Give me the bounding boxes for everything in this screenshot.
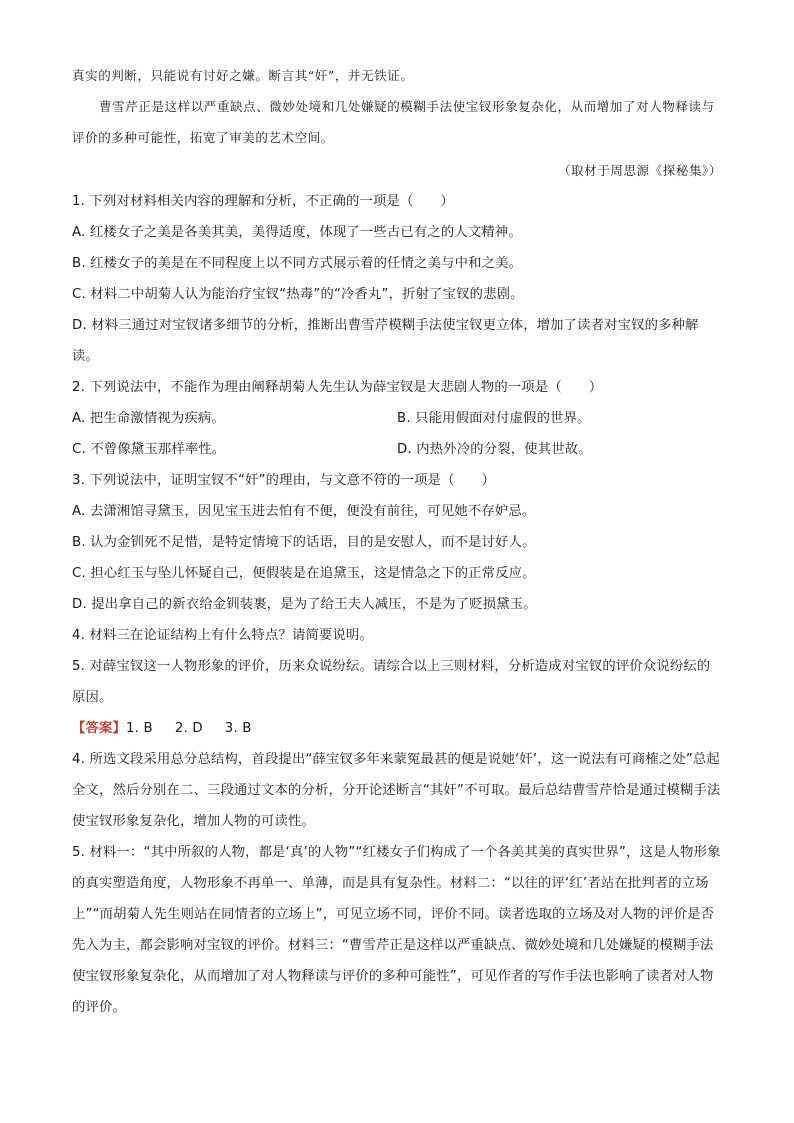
- question-section: [72, 186, 722, 1023]
- document-page: [72, 60, 722, 1023]
- answer-4: 4. 所选文段采用总分总结构，首段提出“薛宝钗多年来蒙冤最甚的便是说她‘奸’，这一说法有可商榷之处”总起全文，然后分别在二、三段通过文本的分析，分开论述断言“其奸”不可取。最后总结曹雪芹恰是通过模糊手法使宝钗形象复杂化，增加人物的可读性。: [72, 752, 721, 829]
- question-1-option-b: B. 红楼女子的美是在不同程度上以不同方式展示着的任情之美与中和之美。: [72, 256, 523, 271]
- passage-paragraph: 曹雪芹正是这样以严重缺点、微妙处境和几处嫌疑的模糊手法使宝钗形象复杂化，从而增加了对人物释读与评价的多种可能性，拓宽了审美的艺术空间。: [72, 99, 715, 145]
- question-3-option-c: C. 担心红玉与坠儿怀疑自己，便假装是在追黛玉，这是情急之下的正常反应。: [72, 566, 536, 581]
- question-2-option-c: C. 不曾像黛玉那样率性。: [72, 442, 226, 457]
- question-3-stem: 3. 下列说法中，证明宝钗不“奸”的理由，与文意不符的一项是（ ）: [72, 473, 496, 488]
- question-5: 5. 对薛宝钗这一人物形象的评价，历来众说纷纭。请综合以上三则材料，分析造成对宝钗的评价众说纷纭的原因。: [72, 659, 711, 705]
- question-2-options-row-2: [72, 434, 722, 465]
- question-1-option-a: A. 红楼女子之美是各美其美，美得适度，体现了一些古已有之的人文精神。: [72, 225, 522, 240]
- answer-2: 2. D: [174, 721, 203, 736]
- passage-excerpt: [72, 60, 722, 186]
- question-1-option-d: D. 材料三通过对宝钗诸多细节的分析，推断出曹雪芹模糊手法使宝钗更立体，增加了读者对宝钗的多种解读。: [72, 318, 699, 364]
- question-2-option-a: A. 把生命激情视为疾病。: [72, 411, 225, 426]
- question-1-stem: 1. 下列对材料相关内容的理解和分析，不正确的一项是（ ）: [72, 194, 454, 209]
- question-2-stem: 2. 下列说法中，不能作为理由阐释胡菊人先生认为薛宝钗是大悲剧人物的一项是（ ）: [72, 380, 603, 395]
- answer-1: 1. B: [126, 721, 153, 736]
- answer-tag: 【答案】: [72, 721, 126, 736]
- question-3-option-b: B. 认为金钏死不足惜，是特定情境下的话语，目的是安慰人，而不是讨好人。: [72, 535, 536, 550]
- passage-line: 真实的判断，只能说有讨好之嫌。断言其“奸”，并无铁证。: [72, 68, 414, 83]
- question-2-option-d: D. 内热外冷的分裂，使其世故。: [397, 442, 592, 457]
- question-2-options-row-1: [72, 403, 722, 434]
- answer-line: [72, 713, 722, 744]
- answer-3: 3. B: [224, 721, 252, 736]
- answer-5: 5. 材料一：“其中所叙的人物，都是‘真’的人物”“红楼女子们构成了一个各美其美的真实世界”，这是人物形象的真实塑造角度，人物形象不再单一、单薄，而是具有复杂性。材料二：“以往的评‘红’者站在批判者的立场上”“而胡菊人先生则站在同情者的立场上”，可见立场不同，评价不同。读者选取的立场及对人物的评价是否先入为主，都会影响对宝钗的评价。材料三：“曹雪芹正是这样以严重缺点、微妙处境和几处嫌疑的模糊手法使宝钗形象复杂化，从而增加了对人物释读与评价的多种可能性”，可见作者的写作手法也影响了读者对人物的评价。: [72, 845, 721, 1015]
- question-1-option-c: C. 材料二中胡菊人认为能治疗宝钗“热毒”的“冷香丸”，折射了宝钗的悲剧。: [72, 287, 524, 302]
- question-3-option-d: D. 提出拿自己的新衣给金钏装裹，是为了给王夫人减压，不是为了贬损黛玉。: [72, 597, 537, 612]
- question-3-option-a: A. 去潇湘馆寻黛玉，因见宝玉进去怕有不便，便没有前往，可见她不存妒忌。: [72, 504, 536, 519]
- question-4: 4. 材料三在论证结构上有什么特点？请简要说明。: [72, 628, 373, 643]
- passage-source: （取材于周思源《探秘集》）: [557, 163, 722, 178]
- question-2-option-b: B. 只能用假面对付虚假的世界。: [397, 411, 591, 426]
